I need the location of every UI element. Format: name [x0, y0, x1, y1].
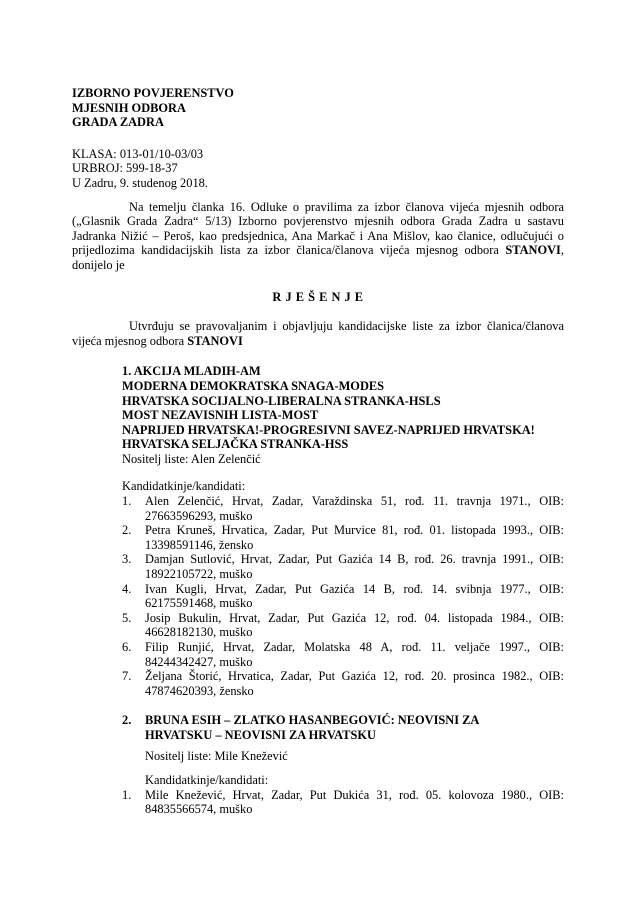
section-1-candidates-label: Kandidatkinje/kandidati: — [122, 479, 246, 494]
meta-block — [72, 147, 564, 191]
section-1-heading-line: MODERNA DEMOKRATSKA SNAGA-MODES — [122, 378, 385, 393]
issuer-block — [72, 86, 564, 130]
list-section-2 — [72, 713, 564, 817]
list-section-1 — [72, 364, 564, 698]
candidate-number: 6. — [122, 640, 132, 654]
section-2-number: 2. — [122, 713, 132, 728]
candidate-text: Josip Bukulin, Hrvat, Zadar, Put Gazića 12, rođ. 04. listopada 1984., OIB: 46628182130, muško — [145, 610, 564, 640]
document-content — [72, 86, 564, 817]
candidate-row — [122, 611, 564, 640]
document-title: R J E Š E N J E — [272, 289, 364, 304]
section-2-heading-line: BRUNA ESIH – ZLATKO HASANBEGOVIĆ: NEOVISNI ZA — [145, 713, 480, 728]
candidate-text: Alen Zelenčić, Hrvat, Zadar, Varaždinska 51, rođ. 11. travnja 1971., OIB: 27663596293, muško — [145, 494, 564, 523]
candidate-text: Filip Runjić, Hrvat, Zadar, Molatska 48 A, rođ. 11. veljače 1997., OIB: 84244342427, muško — [145, 640, 564, 669]
candidate-text: Željana Štorić, Hrvatica, Zadar, Put Gazića 12, rođ. 20. prosinca 1982., OIB: 47874620393, žensko — [145, 669, 564, 698]
candidate-row — [122, 494, 564, 523]
candidate-number: 7. — [122, 669, 132, 684]
candidate-row — [122, 669, 564, 698]
section-1-heading — [122, 364, 564, 452]
candidate-text: Petra Kruneš, Hrvatica, Zadar, Put Murvice 81, rođ. 01. listopada 1993., OIB: 13398591146, žensko — [145, 523, 564, 552]
statement-text: Utvrđuju se pravovaljanim i objavljuju kandidacijske liste za izbor članica/članova vijeća mjesnog odbora — [72, 319, 564, 348]
section-2-heading-line: HRVATSKU – NEOVISNI ZA HRVATSKU — [145, 727, 376, 742]
section-2-candidates-label: Kandidatkinje/kandidati: — [145, 773, 269, 788]
candidate-number: 1. — [122, 494, 132, 509]
section-1-heading-line: NAPRIJED HRVATSKA!-PROGRESIVNI SAVEZ-NAPRIJED HRVATSKA! — [122, 422, 535, 437]
statement-bold-word: STANOVI — [187, 333, 243, 348]
section-1-heading-line: HRVATSKA SOCIJALNO-LIBERALNA STRANKA-HSLS — [122, 393, 441, 408]
section-2-heading — [122, 713, 564, 742]
candidate-row — [122, 523, 564, 552]
issuer-line-3: GRADA ZADRA — [72, 115, 164, 130]
intro-paragraph — [72, 200, 564, 273]
section-1-heading-line: 1. AKCIJA MLADIH-AM — [122, 364, 261, 379]
urbroj-line: URBROJ: 599-18-37 — [72, 161, 178, 176]
candidate-text: Damjan Sutlović, Hrvat, Zadar, Put Gazića 14 B, rođ. 26. travnja 1991., OIB: 18922105722, muško — [145, 552, 564, 582]
candidate-number: 4. — [122, 581, 132, 596]
intro-bold-word: STANOVI — [505, 243, 561, 258]
intro-text-after: , donijelo je — [72, 243, 564, 272]
klasa-line: KLASA: 013-01/10-03/03 — [72, 146, 204, 161]
statement-paragraph — [72, 319, 564, 348]
section-1-heading-line: HRVATSKA SELJAČKA STRANKA-HSS — [122, 437, 349, 452]
candidate-row — [122, 640, 564, 669]
issuer-line-1: IZBORNO POVJERENSTVO — [72, 86, 234, 100]
place-date-line: U Zadru, 9. studenog 2018. — [72, 175, 208, 190]
candidate-number: 1. — [122, 787, 132, 802]
section-1-heading-line: MOST NEZAVISNIH LISTA-MOST — [122, 408, 319, 423]
candidate-row — [122, 552, 564, 581]
candidate-text: Ivan Kugli, Hrvat, Zadar, Put Gazića 14 B, rođ. 14. svibnja 1977., OIB: 62175591468, muško — [145, 581, 564, 611]
section-2-list-holder: Nositelj liste: Mile Knežević — [145, 748, 288, 763]
candidate-number: 5. — [122, 610, 132, 625]
candidate-row — [122, 582, 564, 611]
section-2-heading-text — [145, 713, 564, 742]
intro-text-before: Na temelju članka 16. Odluke o pravilima za izbor članova vijeća mjesnih odbora („Glasnik Grada Zadra“ 5/13) Izborno povjerenstvo mjesnih odbora Grada Zadra u sastavu Jadranka Nižić – Peroš, kao predsjednica, Ana Markač i Ana Mišlov, kao članice, odlučujući o prijedlozima kandidacijskih lista za izbor članica/članova vijeća mjesnog odbora — [72, 199, 564, 258]
candidate-number: 3. — [122, 552, 132, 567]
candidate-row — [122, 788, 564, 817]
candidate-number: 2. — [122, 523, 132, 538]
issuer-line-2: MJESNIH ODBORA — [72, 100, 186, 115]
candidate-text: Mile Knežević, Hrvat, Zadar, Put Dukića 31, rođ. 05. kolovoza 1980., OIB: 84835566574, muško — [145, 787, 564, 817]
section-1-list-holder: Nositelj liste: Alen Zelenčić — [122, 451, 261, 466]
